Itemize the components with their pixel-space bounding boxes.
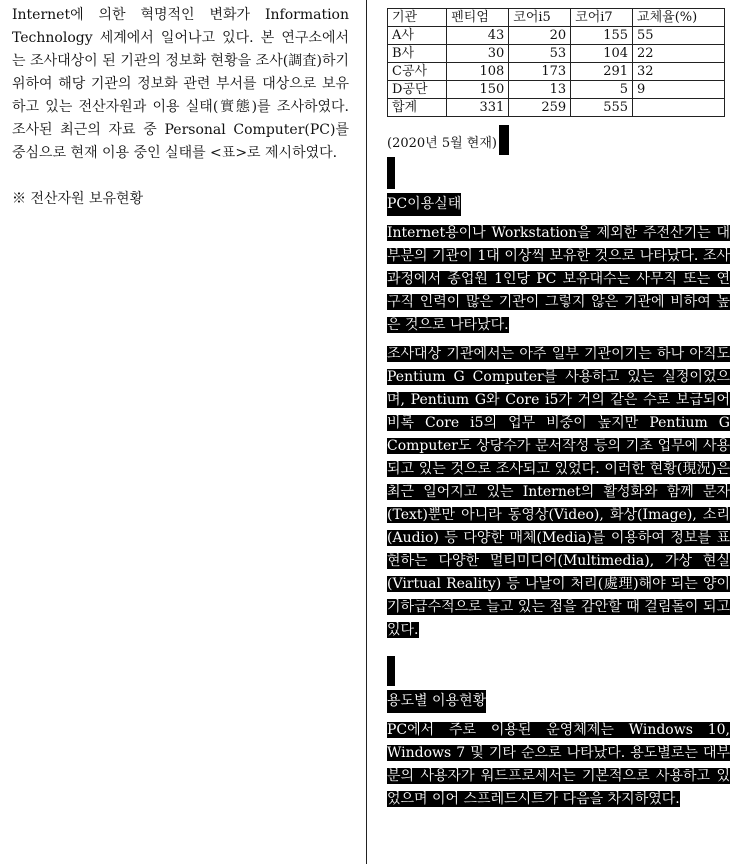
table-cell: 13	[509, 81, 571, 99]
table-caption	[387, 125, 730, 155]
pc-usage-heading: PC이용실태	[387, 193, 461, 216]
table-cell: 22	[633, 45, 725, 63]
pc-usage-paragraph-2	[387, 343, 730, 642]
table-cell: 108	[447, 63, 509, 81]
table-row	[388, 45, 725, 63]
table-cell: 5	[571, 81, 633, 99]
table-cell	[633, 99, 725, 117]
table-cell: 259	[509, 99, 571, 117]
pc-stats-table	[387, 8, 725, 117]
table-header-row	[388, 9, 725, 27]
right-column	[387, 8, 730, 811]
text-cursor	[499, 125, 509, 155]
table-cell: 20	[509, 27, 571, 45]
usage-paragraph	[387, 719, 730, 811]
table-row	[388, 27, 725, 45]
table-header-cell: 교체율(%)	[633, 9, 725, 27]
left-column	[12, 4, 349, 211]
selected-text: PC에서 주로 이용된 운영체제는 Windows 10, Windows 7 및 기타 순으로 나타났다. 용도별로는 대부분의 사용자가 워드프로세서는 기본적으로 사용하고 있었으며 이어 스프레드시트가 다음을 차지하였다.	[387, 722, 730, 807]
column-divider	[366, 0, 367, 864]
selection-gap	[387, 656, 395, 686]
table-row	[388, 63, 725, 81]
table-header-cell: 기관	[388, 9, 447, 27]
table-cell: 55	[633, 27, 725, 45]
intro-paragraph: Internet에 의한 혁명적인 변화가 Information Technology 세계에서 일어나고 있다. 본 연구소에서는 조사대상이 된 기관의 정보화 현황을 조사(調査)하기 위하여 해당 기관의 정보화 관련 부서를 대상으로 보유하고 있는 전산자원과 이용 실태(實態)를 조사하였다. 조사된 최근의 자료 중 Personal Computer(PC)를 중심으로 현재 이용 중인 실태를 <표>로 제시하였다.	[12, 7, 349, 161]
resource-note: ※ 전산자원 보유현황	[12, 191, 144, 207]
table-row	[388, 81, 725, 99]
usage-by-purpose-heading: 용도별 이용현황	[387, 690, 486, 713]
table-cell: 53	[509, 45, 571, 63]
table-cell: 155	[571, 27, 633, 45]
table-header-cell: 펜티엄	[447, 9, 509, 27]
table-cell: 331	[447, 99, 509, 117]
table-cell: 150	[447, 81, 509, 99]
table-cell: 43	[447, 27, 509, 45]
table-cell: 173	[509, 63, 571, 81]
table-header-cell: 코어i5	[509, 9, 571, 27]
pc-usage-paragraph-1	[387, 222, 730, 337]
table-cell: 291	[571, 63, 633, 81]
table-header-cell: 코어i7	[571, 9, 633, 27]
table-cell: D공단	[388, 81, 447, 99]
table-cell: A사	[388, 27, 447, 45]
table-cell: 합계	[388, 99, 447, 117]
selection-gap	[387, 157, 395, 189]
table-cell: C공사	[388, 63, 447, 81]
selected-text: 조사대상 기관에서는 아주 일부 기관이기는 하나 아직도 Pentium G Computer를 사용하고 있는 실정이었으며, Pentium G와 Core i5가 거의 같은 수로 보급되어 비록 Core i5의 업무 비중이 높지만 Pentium G Computer도 상당수가 문서작성 등의 기초 업무에 사용되고 있는 것으로 조사되고 있었다. 이러한 현황(現況)은 최근 일어지고 있는 Internet의 활성화와 함께 문자(Text)뿐만 아니라 동영상(Video), 화상(Image), 소리(Audio) 등 다양한 매체(Media)를 이용하여 정보를 표현하는 다양한 멀티미디어(Multimedia), 가상 현실(Virtual Reality) 등 나날이 처리(處理)해야 되는 양이 기하급수적으로 늘고 있는 점을 감안할 때 걸림돌이 되고 있다.	[387, 346, 730, 638]
caption-text: (2020년 5월 현재)	[387, 136, 497, 151]
table-cell: 30	[447, 45, 509, 63]
table-cell: 104	[571, 45, 633, 63]
table-cell: 555	[571, 99, 633, 117]
table-cell: 32	[633, 63, 725, 81]
table-cell: B사	[388, 45, 447, 63]
selected-text: Internet용이나 Workstation을 제외한 주전산기는 대부분의 기관이 1대 이상씩 보유한 것으로 나타났다. 조사 과정에서 종업원 1인당 PC 보유대수는 사무직 또는 연구직 인력이 많은 기관이 그렇지 않은 기관에 비하여 높은 것으로 나타났다.	[387, 225, 730, 333]
table-cell: 9	[633, 81, 725, 99]
table-total-row	[388, 99, 725, 117]
